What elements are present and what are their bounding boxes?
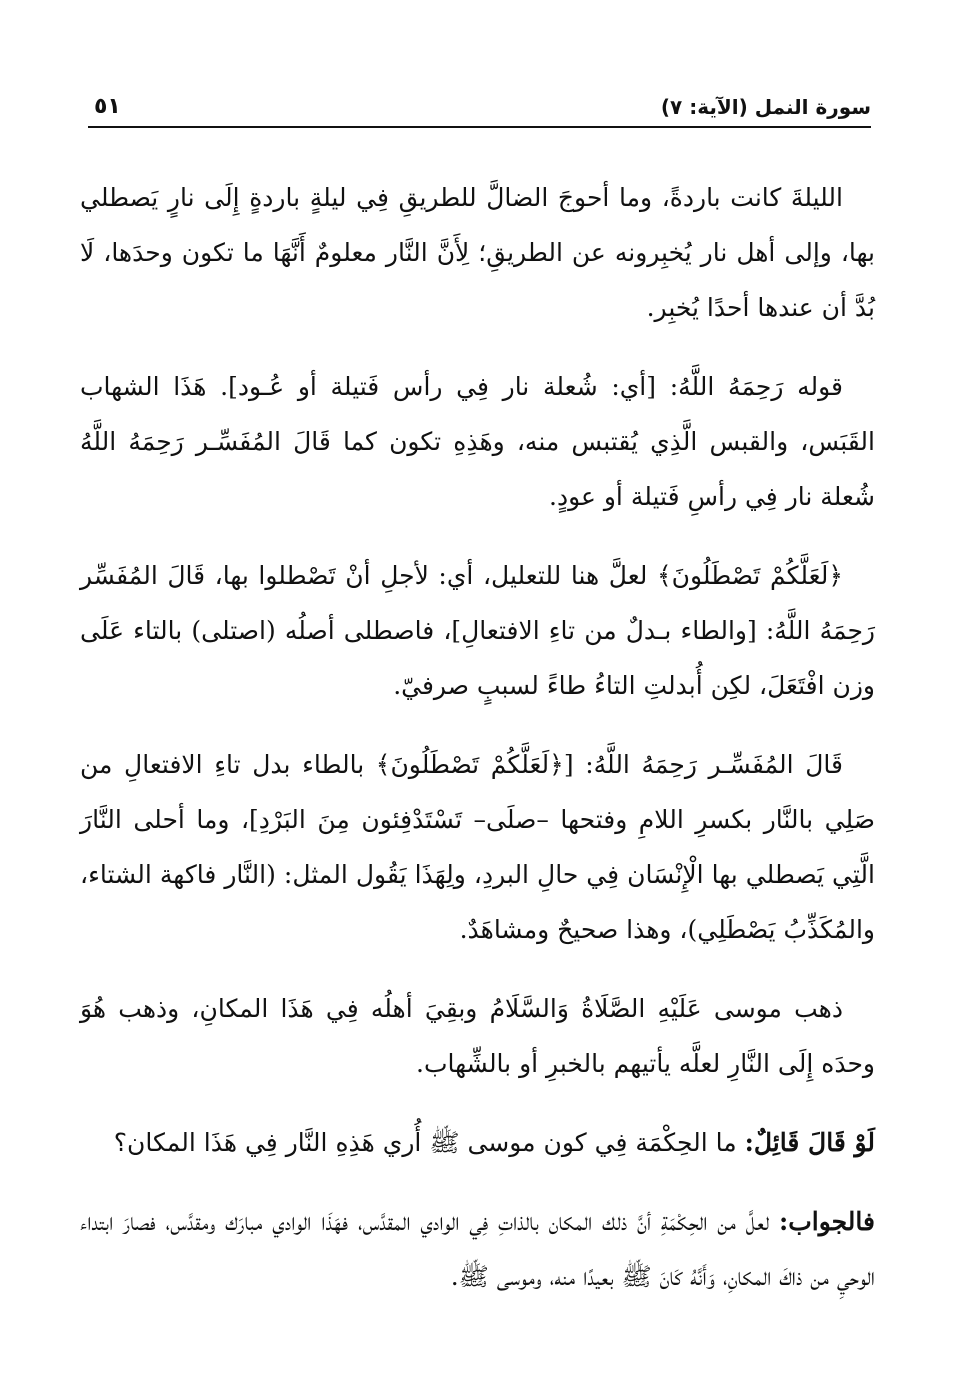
running-header <box>88 92 871 128</box>
paragraph: ﴿لَعَلَّكُمْ تَصْطَلُونَ﴾ لعلَّ هنا للتعليل، أي: لأجلِ أنْ تَصْطلوا بها، قَالَ المُفَسِّر رَحِمَهُ اللَّهُ: [والطاء بـدلٌ من تاءِ الافتعالِ]، فاصطلى أصلُه (اصتلى) بالتاء عَلَى وزن افْتَعَلَ، لكِن أُبدلتِ التاءُ طاءً لسببٍ صرفيّ. <box>80 561 875 700</box>
question-lead: لَوْ قَالَ قَائِلٌ: <box>744 1128 875 1157</box>
paragraph: قَالَ المُفَسِّـر رَحِمَهُ اللَّهُ: [﴿لَعَلَّكُمْ تَصْطَلُونَ﴾ بالطاء بدل تاءِ الافتعالِ من صَلِي بالنَّار بكسرِ اللامِ وفتحها –صلَى– تَسْتَدْفِئون مِنَ البَرْدِ]، وما أحلى النَّارَ الَّتِي يَصطلي بها الْإِنْسَان فِي حالِ البردِ، ولِهَذَا يَقُول المثل: (النَّار فاكهة الشتاء، والمُكَذِّبُ يَصْطَلِي)، وهذا صحيحٌ ومشاهَدٌ. <box>80 750 875 944</box>
page-number: ٥١ <box>94 94 121 119</box>
paragraph: الليلةَ كانت باردةً، وما أحوجَ الضالَّ للطريقِ فِي ليلةٍ باردةٍ إِلَى نارٍ يَصطلي بها، وإلى أهل نار يُخبِرونه عن الطريقِ؛ لِأَنَّ النَّار معلومٌ أَنَّهَا ما تكون وحدَها، لَا بُدَّ أن عندها أحدًا يُخبِر. <box>80 183 875 322</box>
question-text: ما الحِكْمَة فِي كون موسى ﷺ أُري هَذِهِ النَّار فِي هَذَا المكان؟ <box>113 1128 745 1157</box>
chapter-title: سورة النمل (الآية: ٧) <box>660 95 871 119</box>
body-text <box>80 170 875 1328</box>
paragraph: قوله رَحِمَهُ اللَّهُ: [أي: شُعلة نار فِي رأس فَتيلة أو عُـود]. هَذَا الشهاب القَبَس، والقبس الَّذِي يُقتبس منه، وهَذِهِ تكون كما قَالَ المُفَسِّـر رَحِمَهُ اللَّهُ شُعلة نار فِي رأسِ فَتيلة أو عودٍ. <box>80 372 875 511</box>
answer-paragraph <box>80 1194 875 1304</box>
paragraph: ذهب موسى عَلَيْهِ الصَّلَاةُ وَالسَّلَامُ وبقِيَ أهلُه فِي هَذَا المكانِ، وذهب هُوَ وحدَه إِلَى النَّارِ لعلَّه يأتيهم بالخبرِ أو بالشِّهاب. <box>80 994 875 1078</box>
question-paragraph <box>80 1115 875 1170</box>
answer-lead: فالجواب: <box>779 1207 875 1236</box>
answer-text: لعلَّ من الحِكْمَةِ أنَّ ذلك المكان بالذاتِ فِي الوادي المقدَّس، فهَذَا الوادي مبارَك ومقدَّس، فصارَ ابتداء الوحيِ من ذاكَ المكانِ، وَأَنَّهُ كَانَ ﷺ بعيدًا منه، وموسى ﷺ. <box>80 1207 875 1291</box>
